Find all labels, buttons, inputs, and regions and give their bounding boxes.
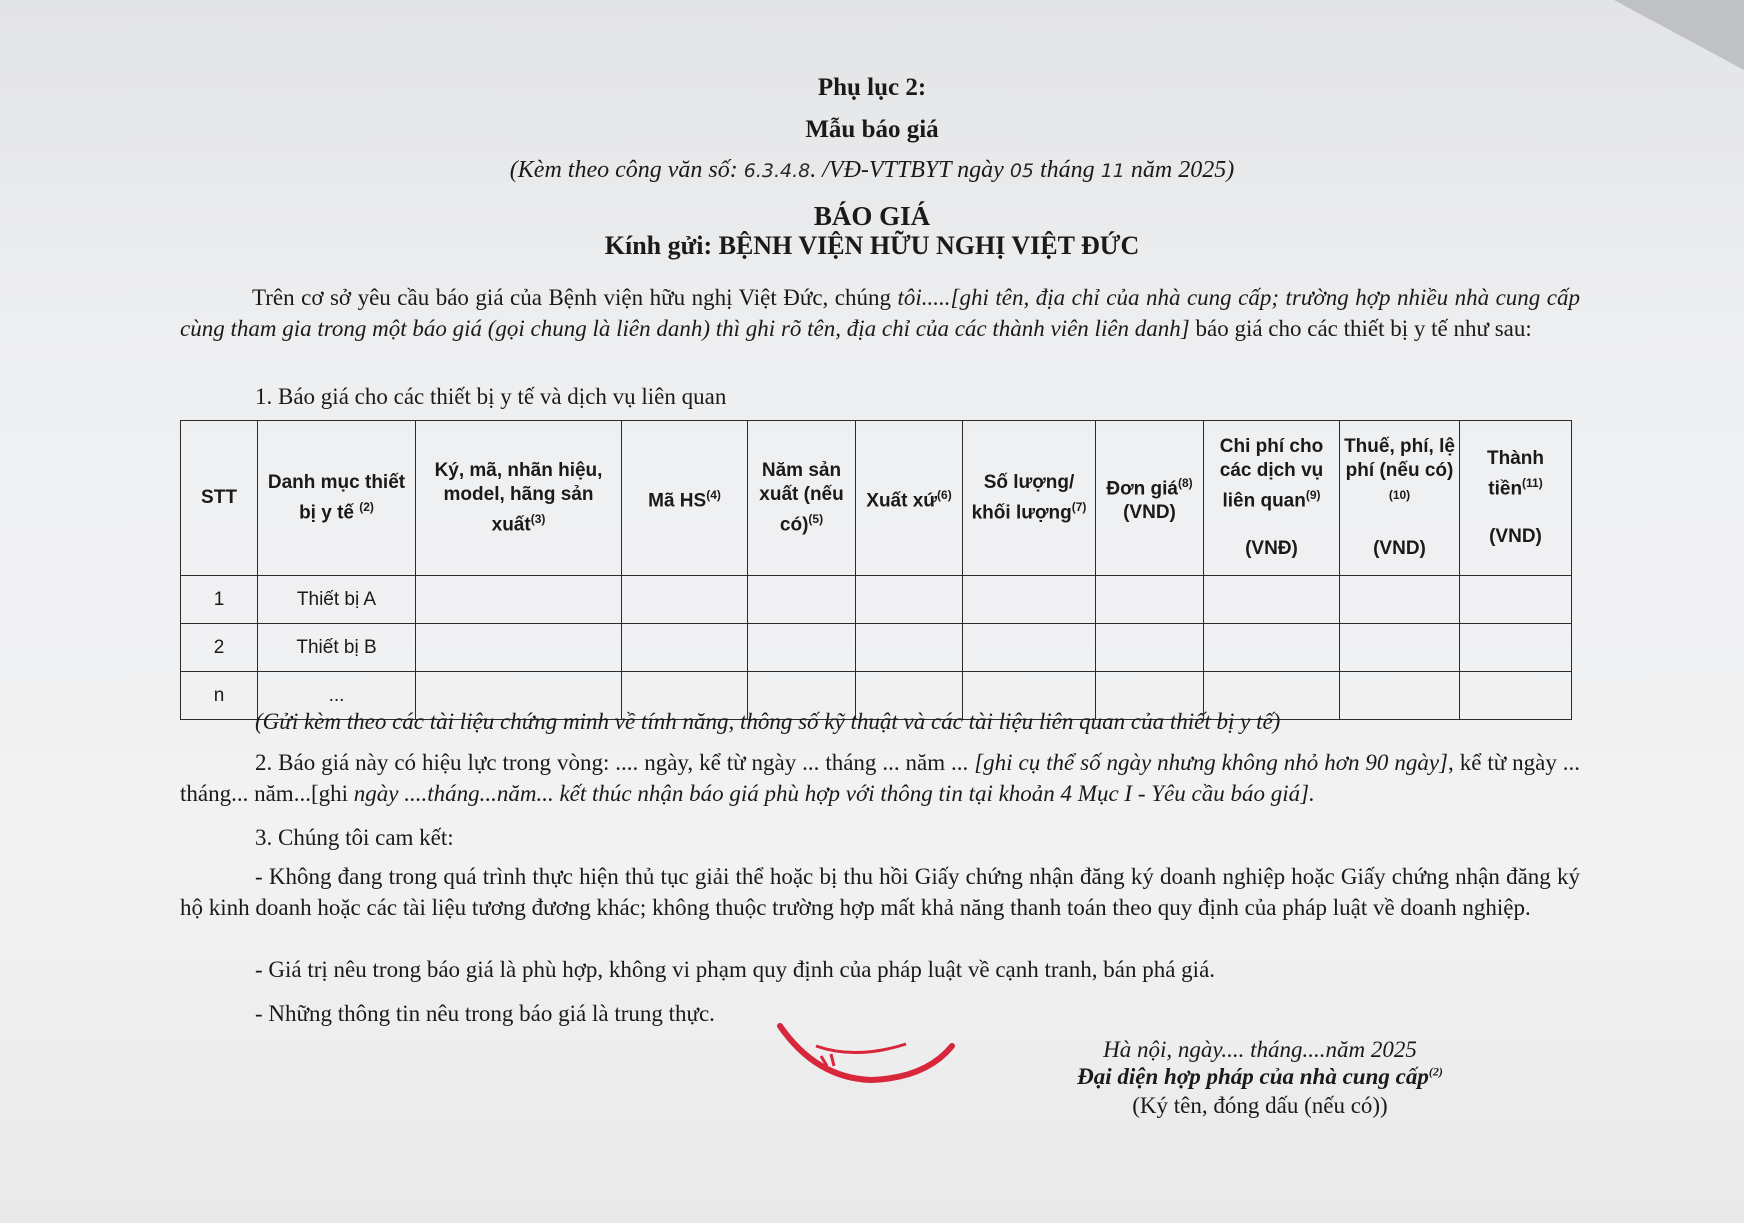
- ref-prefix: (Kèm theo công văn số:: [509, 157, 738, 183]
- page-corner-fold: [1614, 0, 1744, 70]
- commitment-3: - Những thông tin nêu trong báo giá là trung thực.: [255, 1001, 715, 1026]
- table-note: (Gửi kèm theo các tài liệu chứng minh về tính năng, thông số kỹ thuật và các tài liệu liên quan của thiết bị y tế): [255, 709, 1281, 734]
- col-header-total: Thành tiền$^{(11)}$ (VND): [1460, 421, 1572, 576]
- col-header-origin: Xuất xứ$^{(6)}$: [856, 421, 963, 576]
- commitment-1: - Không đang trong quá trình thực hiện thủ tục giải thể hoặc bị thu hồi Giấy chứng nhận đăng ký doanh nghiệp hoặc Giấy chứng nhận đăng ký hộ kinh doanh hoặc các tài liệu tương đương khác; không thuộc trường hợp mất khả năng thanh toán theo quy định của pháp luật về doanh nghiệp.: [180, 864, 1580, 920]
- reference-line: [0, 157, 1744, 184]
- ref-month-handwritten: 11: [1100, 160, 1125, 182]
- row-stt: 1: [181, 576, 258, 624]
- col-header-model: Ký, mã, nhãn hiệu, model, hãng sản xuất$^{(3)}$: [416, 421, 622, 576]
- col-header-year: Năm sản xuất (nếu có)$^{(5)}$: [748, 421, 856, 576]
- col-header-item: Danh mục thiết bị y tế $^{(2)}$: [258, 421, 416, 576]
- col-header-hs-code: Mã HS$^{(4)}$: [622, 421, 748, 576]
- section-2-paragraph: 2. Báo giá này có hiệu lực trong vòng: .... ngày, kể từ ngày ... tháng ... năm ... [ghi cụ thể số ngày nhưng không nhỏ hơn 90 ngày], kể từ ngày ... tháng... năm...[ghi ngày ....tháng...năm... kết thúc nhận báo giá phù hợp với thông tin tại khoản 4 Mục I - Yêu cầu báo giá].: [180, 750, 1580, 806]
- ref-suffix: năm 2025): [1130, 157, 1235, 183]
- col-header-quantity: Số lượng/ khối lượng$^{(7)}$: [963, 421, 1096, 576]
- section-1-heading: 1. Báo giá cho các thiết bị y tế và dịch vụ liên quan: [255, 384, 727, 409]
- recipient: Kính gửi: BỆNH VIỆN HỮU NGHỊ VIỆT ĐỨC: [604, 231, 1140, 260]
- section-3-heading: 3. Chúng tôi cam kết:: [255, 825, 454, 850]
- intro-end: báo giá cho các thiết bị y tế như sau:: [1189, 316, 1532, 341]
- col-header-stt: STT: [181, 421, 258, 576]
- intro-instruction: tôi.....[ghi tên, địa chỉ của nhà cung cấp; trường hợp nhiều nhà cung cấp cùng tham gia trong một báo giá (gọi chung là liên danh) thì ghi rõ tên, địa chỉ của các thành viên liên danh]: [180, 285, 1580, 341]
- intro-paragraph: [180, 282, 1580, 344]
- col-header-unit-price: Đơn giá$^{(8)}$ (VND): [1096, 421, 1204, 576]
- row-item: Thiết bị B: [258, 624, 416, 672]
- row-stt: 2: [181, 624, 258, 672]
- signature-place-date: Hà nội, ngày.... tháng....năm 2025: [1103, 1037, 1417, 1062]
- ref-middle: . /VĐ-VTTBYT ngày: [810, 157, 1004, 183]
- stamp-mark-icon: [776, 1016, 956, 1086]
- col-header-tax: Thuế, phí, lệ phí (nếu có)$^{(10)}$ (VND): [1340, 421, 1460, 576]
- quotation-table: [180, 420, 1572, 720]
- form-title: Mẫu báo giá: [805, 116, 939, 143]
- row-item: ...: [258, 672, 416, 720]
- table-header-row: [181, 421, 1572, 576]
- table-row: [181, 624, 1572, 672]
- table-row: [181, 576, 1572, 624]
- commitment-2: - Giá trị nêu trong báo giá là phù hợp, không vi phạm quy định của pháp luật về cạnh tranh, bán phá giá.: [255, 957, 1216, 982]
- document-title: BÁO GIÁ: [813, 201, 931, 231]
- row-item: Thiết bị A: [258, 576, 416, 624]
- intro-text: Trên cơ sở yêu cầu báo giá của Bệnh viện hữu nghị Việt Đức, chúng: [252, 285, 898, 310]
- appendix-label: Phụ lục 2:: [817, 74, 927, 101]
- ref-month-word: tháng: [1040, 157, 1095, 183]
- signature-representative: Đại diện hợp pháp của nhà cung cấp$^{(2)}$: [1077, 1064, 1443, 1089]
- col-header-service-cost: Chi phí cho các dịch vụ liên quan$^{(9)}$ (VNĐ): [1204, 421, 1340, 576]
- row-stt: n: [181, 672, 258, 720]
- signature-note: (Ký tên, đóng dấu (nếu có)): [1132, 1093, 1388, 1118]
- ref-number-handwritten: 6.3.4.8: [743, 160, 811, 182]
- ref-day-handwritten: 05: [1009, 160, 1035, 182]
